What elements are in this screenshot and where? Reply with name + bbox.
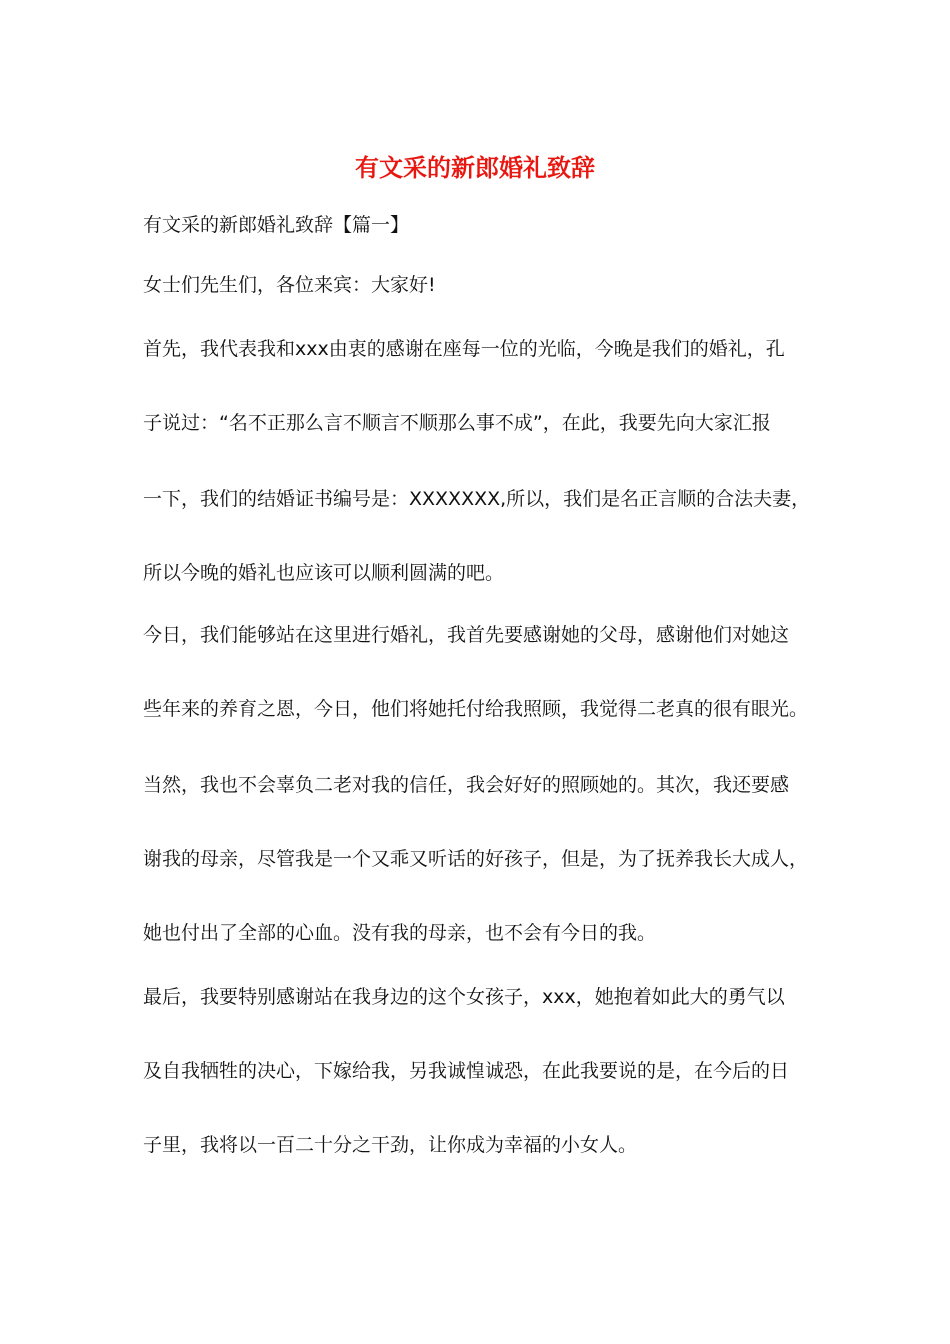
document-title: 有文采的新郎婚礼致辞 bbox=[355, 153, 595, 182]
paragraph-line: 今日，我们能够站在这里进行婚礼，我首先要感谢她的父母，感谢他们对她这 bbox=[143, 624, 790, 646]
paragraph-line: 所以今晚的婚礼也应该可以顺利圆满的吧。 bbox=[143, 562, 505, 584]
paragraph-line: 些年来的养育之恩，今日，他们将她托付给我照顾，我觉得二老真的很有眼光。 bbox=[143, 698, 809, 720]
paragraph-line: 子说过：“名不正那么言不顺言不顺那么事不成”，在此，我要先向大家汇报 bbox=[143, 412, 771, 434]
paragraph-line: 一下，我们的结婚证书编号是：XXXXXXX,所以，我们是名正言顺的合法夫妻， bbox=[143, 488, 811, 510]
paragraph-line-greeting: 女士们先生们，各位来宾：大家好! bbox=[143, 274, 436, 296]
paragraph-line: 她也付出了全部的心血。没有我的母亲，也不会有今日的我。 bbox=[143, 922, 657, 944]
paragraph-line: 子里，我将以一百二十分之干劲，让你成为幸福的小女人。 bbox=[143, 1134, 638, 1156]
paragraph-line: 最后，我要特别感谢站在我身边的这个女孩子，xxx，她抱着如此大的勇气以 bbox=[143, 986, 785, 1008]
paragraph-line: 首先，我代表我和xxx由衷的感谢在座每一位的光临，今晚是我们的婚礼，孔 bbox=[143, 338, 785, 360]
paragraph-line: 谢我的母亲，尽管我是一个又乖又听话的好孩子，但是，为了抚养我长大成人， bbox=[143, 848, 809, 870]
paragraph-line: 及自我牺牲的决心，下嫁给我，另我诚惶诚恐，在此我要说的是，在今后的日 bbox=[143, 1060, 790, 1082]
section-heading: 有文采的新郎婚礼致辞【篇一】 bbox=[143, 214, 410, 236]
paragraph-line: 当然，我也不会辜负二老对我的信任，我会好好的照顾她的。其次，我还要感 bbox=[143, 774, 790, 796]
